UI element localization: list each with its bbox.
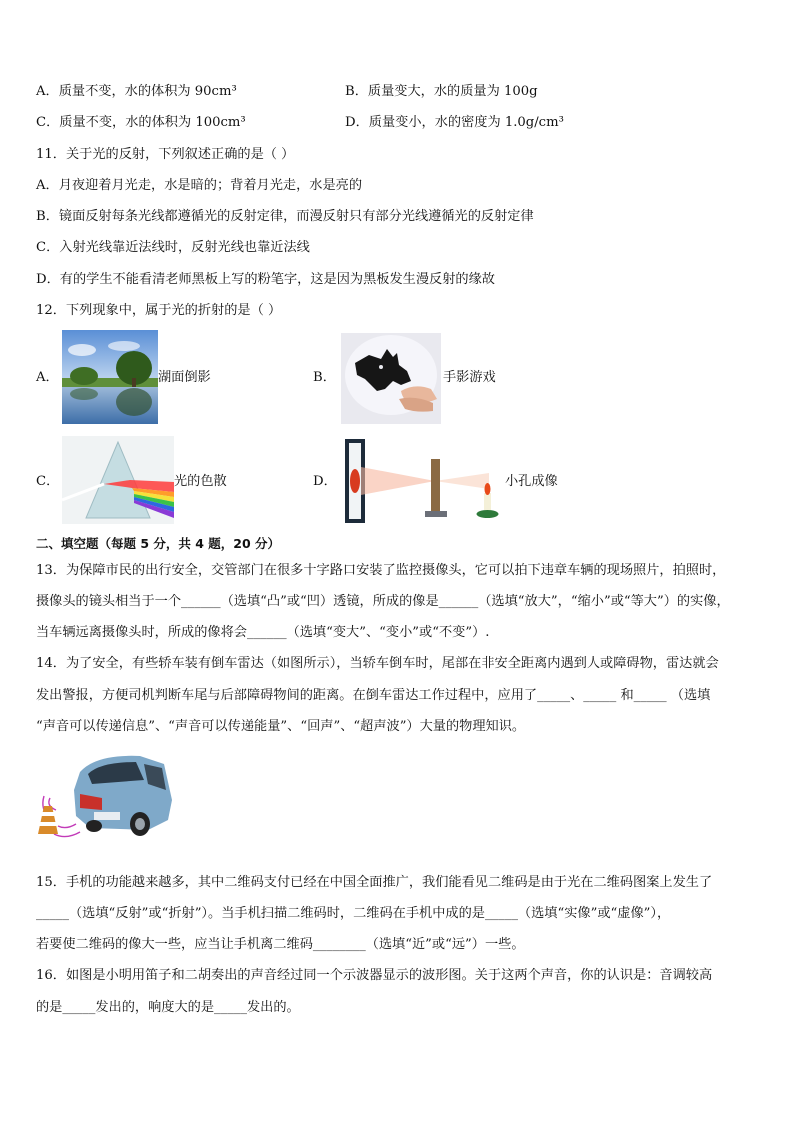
prism-dispersion-image xyxy=(62,436,174,524)
q12-option-c-label: 光的色散 xyxy=(174,474,227,489)
q10-option-d: D．质量变小，水的密度为 1.0g/cm³ xyxy=(345,115,564,130)
q16-line-2: 的是_____发出的，响度大的是_____发出的。 xyxy=(36,1000,300,1015)
q11-stem: 11．关于光的反射，下列叙述正确的是（ ） xyxy=(36,147,295,162)
q15-line-2: _____（选填“反射”或“折射”）。当手机扫描二维码时，二维码在手机中成的是_____（选填“实像”或“虚像”）， xyxy=(36,906,671,921)
q11-option-c: C．入射光线靠近法线时，反射光线也靠近法线 xyxy=(36,240,310,255)
q13-line-2: 摄像头的镜头相当于一个______（选填“凸”或“凹）透镜，所成的像是______（选填“放大”，“缩小”或“等大”）的实像， xyxy=(36,594,730,609)
q12-option-d-label: 小孔成像 xyxy=(505,474,558,489)
q14-line-1: 14．为了安全，有些轿车装有倒车雷达（如图所示），当轿车倒车时，尾部在非安全距离内遇到人或障碍物，雷达就会 xyxy=(36,656,719,671)
lake-reflection-image xyxy=(62,330,158,424)
q15-line-1: 15．手机的功能越来越多，其中二维码支付已经在中国全面推广，我们能看见二维码是由于光在二维码图案上发生了 xyxy=(36,875,713,890)
pinhole-imaging-image xyxy=(343,437,503,527)
section-title: 二、填空题（每题 5 分，共 4 题，20 分） xyxy=(36,536,281,551)
q10-option-a: A．质量不变，水的体积为 90cm³ xyxy=(36,84,237,99)
q13-line-3: 当车辆远离摄像头时，所成的像将会______（选填“变大”、“变小”或“不变”）. xyxy=(36,625,490,640)
q12-option-a-letter: A． xyxy=(36,370,59,385)
q12-option-b-label: 手影游戏 xyxy=(443,370,496,385)
q12-option-d-letter: D． xyxy=(313,474,337,489)
q16-line-1: 16．如图是小明用笛子和二胡奏出的声音经过同一个示波器显示的波形图。关于这两个声音，你的认识是：音调较高 xyxy=(36,968,713,983)
q12-option-c-letter: C． xyxy=(36,474,60,489)
q15-line-3: 若要使二维码的像大一些，应当让手机离二维码________（选填“近”或“远”）一些。 xyxy=(36,937,525,952)
q11-option-b: B．镜面反射每条光线都遵循光的反射定律，而漫反射只有部分光线遵循光的反射定律 xyxy=(36,209,534,224)
reversing-radar-car-image xyxy=(36,750,176,842)
q14-line-3: “声音可以传递信息”、“声音可以传递能量”、“回声”、“超声波”）大量的物理知识。 xyxy=(36,719,526,734)
q12-stem: 12．下列现象中，属于光的折射的是（ ） xyxy=(36,303,282,318)
q11-option-a: A．月夜迎着月光走，水是暗的；背着月光走，水是亮的 xyxy=(36,178,363,193)
q10-option-b: B．质量变大，水的质量为 100g xyxy=(345,84,538,99)
q11-option-d: D．有的学生不能看清老师黑板上写的粉笔字，这是因为黑板发生漫反射的缘故 xyxy=(36,272,495,287)
q12-option-a-label: 湖面倒影 xyxy=(158,370,211,385)
q13-line-1: 13．为保障市民的出行安全，交管部门在很多十字路口安装了监控摄像头，它可以拍下违章车辆的现场照片，拍照时， xyxy=(36,563,726,578)
q12-option-b-letter: B． xyxy=(313,370,336,385)
q14-line-2: 发出警报，方便司机判断车尾与后部障碍物间的距离。在倒车雷达工作过程中，应用了_____、_____ 和_____ （选填 xyxy=(36,688,711,703)
q10-option-c: C．质量不变，水的体积为 100cm³ xyxy=(36,115,246,130)
hand-shadow-image xyxy=(341,333,441,424)
